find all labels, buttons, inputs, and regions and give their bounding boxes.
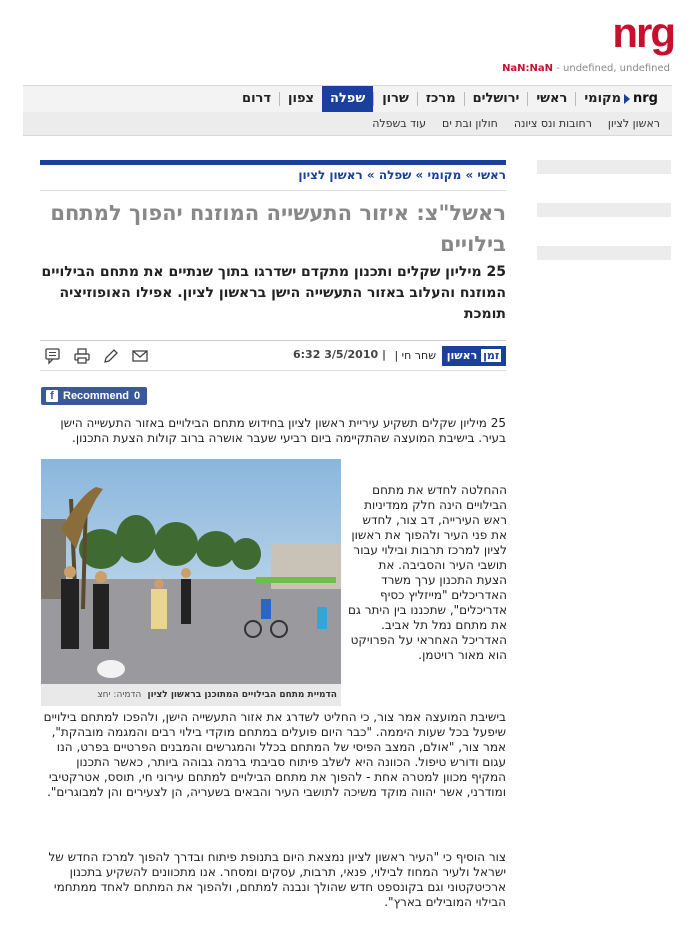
divider xyxy=(40,340,506,341)
talkback-icon[interactable] xyxy=(44,347,62,365)
nav-item-center[interactable]: מרכז xyxy=(417,92,464,106)
facebook-recommend-button[interactable] xyxy=(41,387,147,405)
divider xyxy=(40,370,506,371)
nav-item-north[interactable]: צפון xyxy=(279,92,322,106)
date-line xyxy=(502,63,670,74)
nav-item-shfela[interactable]: שפלה xyxy=(322,86,373,112)
print-icon[interactable] xyxy=(73,347,91,365)
publish-timestamp: 6:32 3/5/2010 | xyxy=(293,348,386,361)
divider xyxy=(40,190,506,191)
nav-item-south[interactable]: דרום xyxy=(242,91,272,106)
nav-item-sharon[interactable]: שרון xyxy=(373,92,417,106)
date-rest: - undefined, undefined xyxy=(553,63,670,74)
sidebar-placeholder xyxy=(537,246,671,260)
article-paragraph: צור הוסיף כי "העיר ראשון לציון נמצאת היום בתנופת פיתוח ובדרך להפוך למרכז החדש של ישראל ולעיר המחוז לבילוי, פנאי, תרבות, עסקים ומסחר. אנו מתכוונים להשקיע בתכנון ארכיטקטוני וגם בקונספט חדש שהולך ונבנה למתחם, ולהפוך את המתחם לאחד ממתחמי הבילוי המובילים בארץ". xyxy=(48,850,506,909)
article-paragraph: ההחלטה לחדש את מתחם הבילויים הינה חלק ממדיניות ראש העירייה, דב צור, לחדש את פני העיר ולהפוך את ראשון לציון למרכז תרבות ובילוי עבור תושבי העיר והסביבה. את הצעת התכנון ערך משרד האדריכלים "מייזליץ כסיף אדריכלים", שתכננו בין היתר גם את מתחם נמל תל אביב. האדריכל האחראי על הפרויקט הוא מאור רויטמן. xyxy=(347,483,507,662)
recommend-count: 0 xyxy=(134,390,141,402)
main-nav xyxy=(23,85,672,113)
subnav-item-holon[interactable]: חולון ובת ים xyxy=(442,117,498,130)
sidebar-placeholder xyxy=(537,203,671,217)
source-logo[interactable] xyxy=(442,346,506,366)
article-subtitle: 25 מיליון שקלים ותכנון מתקדם ישדרגו בתוך שנתיים את מתחם הבילויים המוזנח והעלוב באזור התעשייה הישן בראשון לציון. אפילו האופוזיציה תומכת xyxy=(41,264,506,322)
breadcrumb[interactable]: ראשי » מקומי » שפלה » ראשון לציון xyxy=(298,168,506,182)
nav-item-home[interactable]: ראשי xyxy=(527,92,575,106)
edit-icon[interactable] xyxy=(102,347,120,365)
subnav-item-more[interactable]: עוד בשפלה xyxy=(372,117,427,130)
chevron-right-icon xyxy=(624,94,630,104)
nav-brand-local[interactable] xyxy=(575,92,666,106)
photo-caption-text: הדמיית מתחם הבילויים המתוכנן בראשון לציון xyxy=(147,690,337,700)
source-logo-a: זמן xyxy=(483,349,500,362)
author-name: שחר חי | xyxy=(394,349,436,362)
subnav-item-rehovot[interactable]: רחובות ונס ציונה xyxy=(513,117,592,130)
photo-credit: הדמיה: יחצ xyxy=(97,690,142,700)
photo-caption xyxy=(41,684,341,706)
sub-nav xyxy=(23,112,672,136)
sidebar-placeholder xyxy=(537,160,671,174)
nav-item-jerusalem[interactable]: ירושלים xyxy=(464,92,528,106)
article-photo[interactable] xyxy=(41,459,341,684)
nav-brand-section: מקומי xyxy=(584,91,622,106)
article-tools xyxy=(44,347,149,365)
subnav-item-rishon[interactable]: ראשון לציון xyxy=(607,117,660,130)
email-icon[interactable] xyxy=(131,347,149,365)
nav-brand-logo: nrg xyxy=(633,91,658,106)
facebook-icon: f xyxy=(46,390,58,402)
article-paragraph: בישיבת המועצה אמר צור, כי החליט לשדרג את אזור התעשייה הישן, ולהפכו למתחם בילויים שיפעל בכל שעות היממה. "כבר היום פועלים במתחם מוקדי בילוי רבים והמגמה מובהקת", אמר צור, "אולם, המצב הפיסי של המתחם בכלל והמגרשים והמבנים הפרטיים בפרט, הנו עגום ודורש טיפול. הכוונה היא לשלב פיתוח סביבתי ברמה גבוהה ביותר, כאשר התכנון המקיף מכוון למטרה אחת - להפוך את מתחם הבילויים למתחם עירוני חי, תוסס, אטרקטיבי ומודרני, אשר יהווה מוקד משיכה לתושבי העיר והבאים בשעריה, הן לצעירים והן למבוגרים". xyxy=(43,710,506,799)
date-value: NaN:NaN xyxy=(502,63,554,74)
nrg-logo[interactable]: nrg xyxy=(612,9,674,56)
article-meta xyxy=(40,344,506,368)
article-top-rule xyxy=(40,160,506,165)
recommend-label: Recommend xyxy=(63,390,130,402)
source-logo-b: ראשון xyxy=(446,349,478,362)
article-paragraph: 25 מיליון שקלים תשקיע עיריית ראשון לציון בחידוש מתחם הבילויים באזור התעשייה הישן בעיר. בישיבת המועצה שהתקיימה ביום רביעי שעבר אושרה ברוב קולות הצעת התכנון. xyxy=(60,416,506,445)
page-title: ראשל"צ: איזור התעשייה המוזנח יהפוך למתחם בילויים xyxy=(50,201,506,256)
